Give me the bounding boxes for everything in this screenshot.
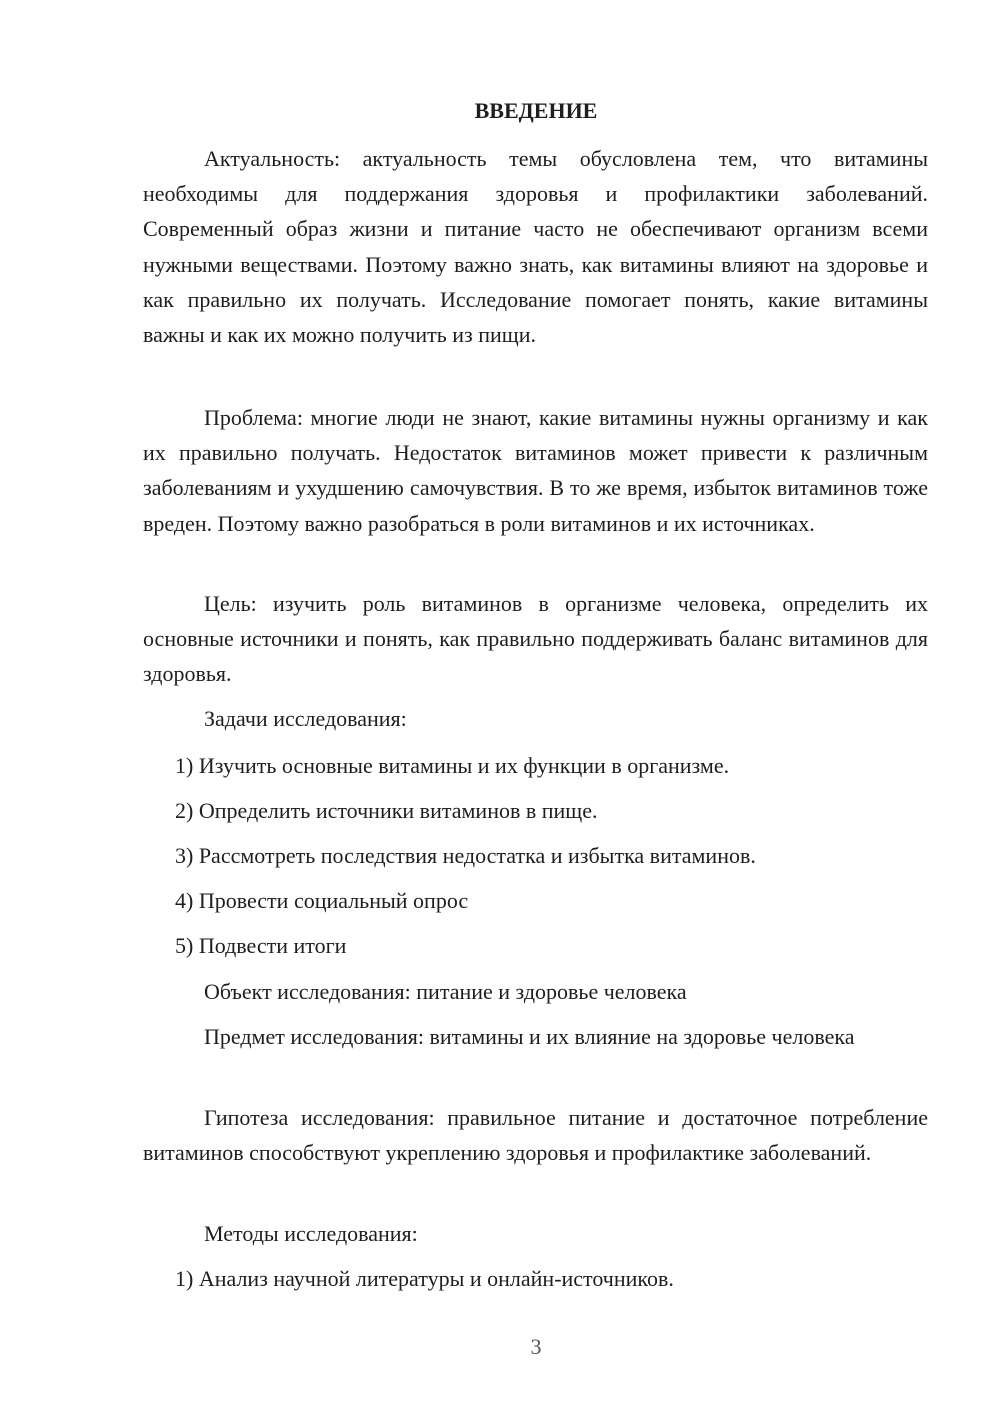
methods-heading: Методы исследования: xyxy=(204,1221,418,1246)
tasks-heading: Задачи исследования: xyxy=(204,706,407,731)
object-paragraph: Объект исследования: питание и здоровье человека xyxy=(204,979,687,1004)
relevance-paragraph: Актуальность: актуальность темы обусловлена тем, что витамины необходимы для поддержания здоровья и профилактики заболеваний. Современный образ жизни и питание часто не обеспечивают организм всеми нужными веществами. Поэтому важно знать, как витамины влияют на здоровье и как правильно их получать. Исследование помогает понять, какие витамины важны и как их можно получить из пищи. xyxy=(143,146,928,348)
hypothesis-paragraph: Гипотеза исследования: правильное питание и достаточное потребление витаминов способствуют укреплению здоровья и профилактике заболеваний. xyxy=(143,1105,928,1166)
task-item-4: 4) Провести социальный опрос xyxy=(175,888,469,913)
task-item-1: 1) Изучить основные витамины и их функции в организме. xyxy=(175,753,730,778)
problem-paragraph: Проблема: многие люди не знают, какие витамины нужны организму и как их правильно получать. Недостаток витаминов может привести к различным заболеваниям и ухудшению самочувствия. В то же время, избыток витаминов тоже вреден. Поэтому важно разобраться в роли витаминов и их источниках. xyxy=(143,405,928,536)
task-item-5: 5) Подвести итоги xyxy=(175,933,347,958)
section-heading: ВВЕДЕНИЕ xyxy=(474,98,598,123)
subject-paragraph: Предмет исследования: витамины и их влияние на здоровье человека xyxy=(204,1024,855,1049)
page-number: 3 xyxy=(530,1334,542,1359)
task-item-2: 2) Определить источники витаминов в пище. xyxy=(175,798,598,823)
task-item-3: 3) Рассмотреть последствия недостатка и избытка витаминов. xyxy=(175,843,756,868)
goal-paragraph: Цель: изучить роль витаминов в организме человека, определить их основные источники и понять, как правильно поддерживать баланс витаминов для здоровья. xyxy=(143,591,928,687)
method-item-1: 1) Анализ научной литературы и онлайн-источников. xyxy=(175,1266,674,1291)
